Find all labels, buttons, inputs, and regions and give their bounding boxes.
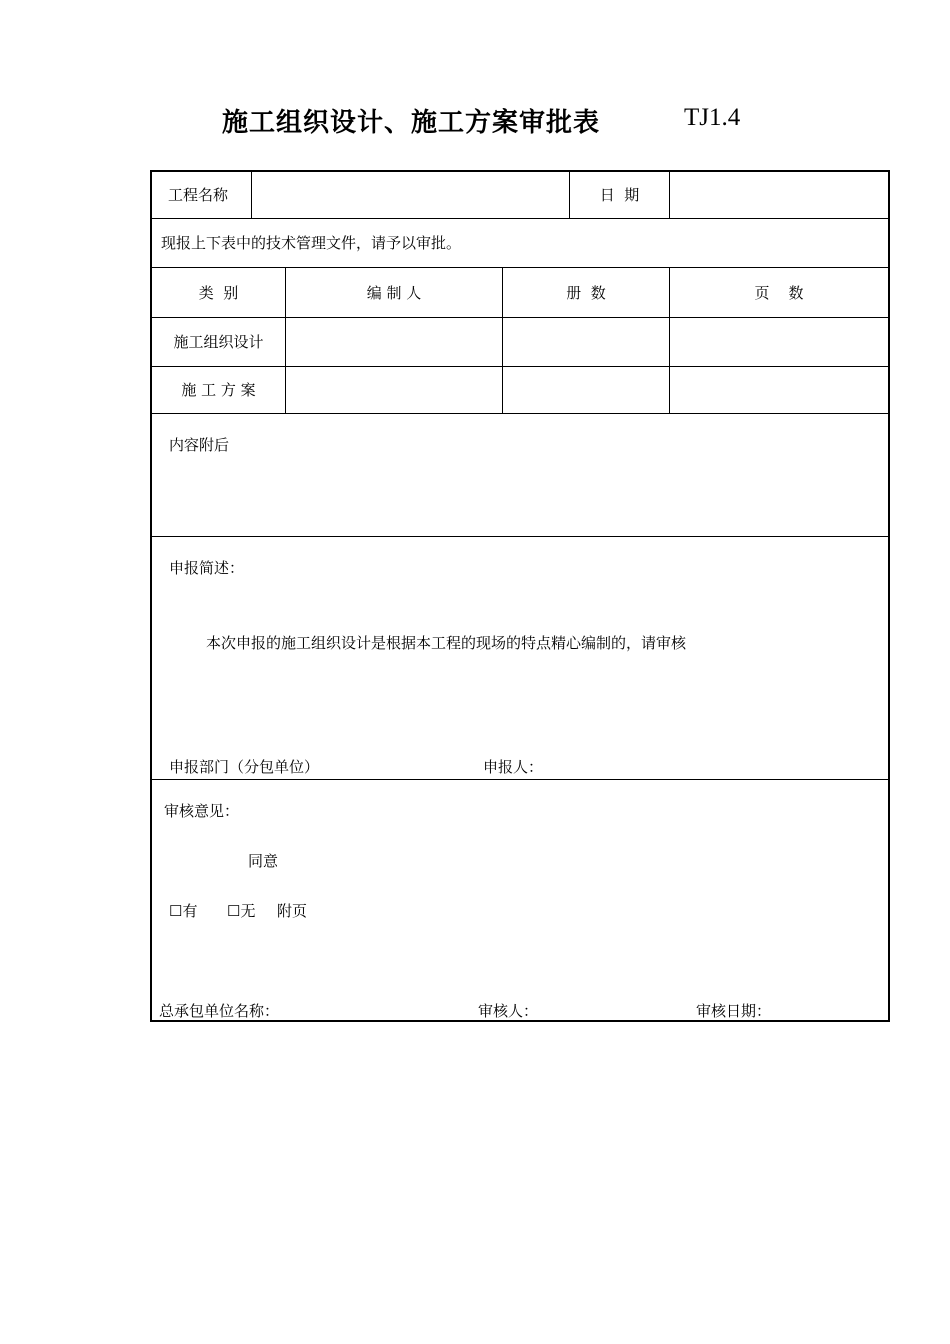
col-divider: [251, 172, 252, 218]
date-field[interactable]: [674, 186, 884, 204]
option-yes-checkbox[interactable]: ☐有: [169, 902, 198, 920]
col-divider: [669, 172, 670, 218]
summary-label: 申报简述：: [169, 559, 245, 577]
row-category: 施工组织设计: [173, 333, 264, 351]
content-note: 内容附后: [169, 436, 230, 454]
project-name-field[interactable]: [256, 186, 564, 204]
row-divider: [152, 267, 888, 268]
approval-form: [150, 170, 890, 1022]
row-divider: [152, 317, 888, 318]
date-label: 日 期: [599, 186, 640, 204]
contractor-label: 总承包单位名称：: [159, 1002, 280, 1020]
attach-label: 附页: [277, 902, 308, 920]
column-header-volumes: 册 数: [566, 284, 606, 302]
row-divider: [152, 366, 888, 367]
row-compiler-field[interactable]: [286, 381, 502, 399]
column-header-pages: 页 数: [754, 284, 804, 302]
review-date-label: 审核日期：: [696, 1002, 772, 1020]
row-volumes-field[interactable]: [503, 333, 669, 351]
row-pages-field[interactable]: [670, 381, 888, 399]
option-no-checkbox[interactable]: ☐无: [227, 902, 256, 920]
row-volumes-field[interactable]: [503, 381, 669, 399]
row-pages-field[interactable]: [670, 333, 888, 351]
column-header-compiler: 编 制 人: [366, 284, 422, 302]
row-divider: [152, 779, 888, 780]
row-compiler-field[interactable]: [286, 333, 502, 351]
dept-label: 申报部门（分包单位）: [169, 758, 320, 776]
reporter-label: 申报人：: [483, 758, 544, 776]
column-header-category: 类 别: [198, 284, 239, 302]
summary-text: 本次申报的施工组织设计是根据本工程的现场的特点精心编制的，请审核: [206, 634, 687, 652]
project-name-label: 工程名称: [168, 186, 229, 204]
row-divider: [152, 536, 888, 537]
form-title: 施工组织设计、施工方案审批表: [222, 108, 601, 138]
row-divider: [152, 218, 888, 219]
row-category: 施 工 方 案: [181, 381, 256, 399]
reviewer-label: 审核人：: [478, 1002, 539, 1020]
review-opinion: 同意: [248, 852, 279, 870]
row-divider: [152, 413, 888, 414]
review-label: 审核意见：: [164, 802, 240, 820]
form-code: TJ1.4: [684, 104, 741, 131]
submit-note: 现报上下表中的技术管理文件，请予以审批。: [161, 234, 462, 252]
